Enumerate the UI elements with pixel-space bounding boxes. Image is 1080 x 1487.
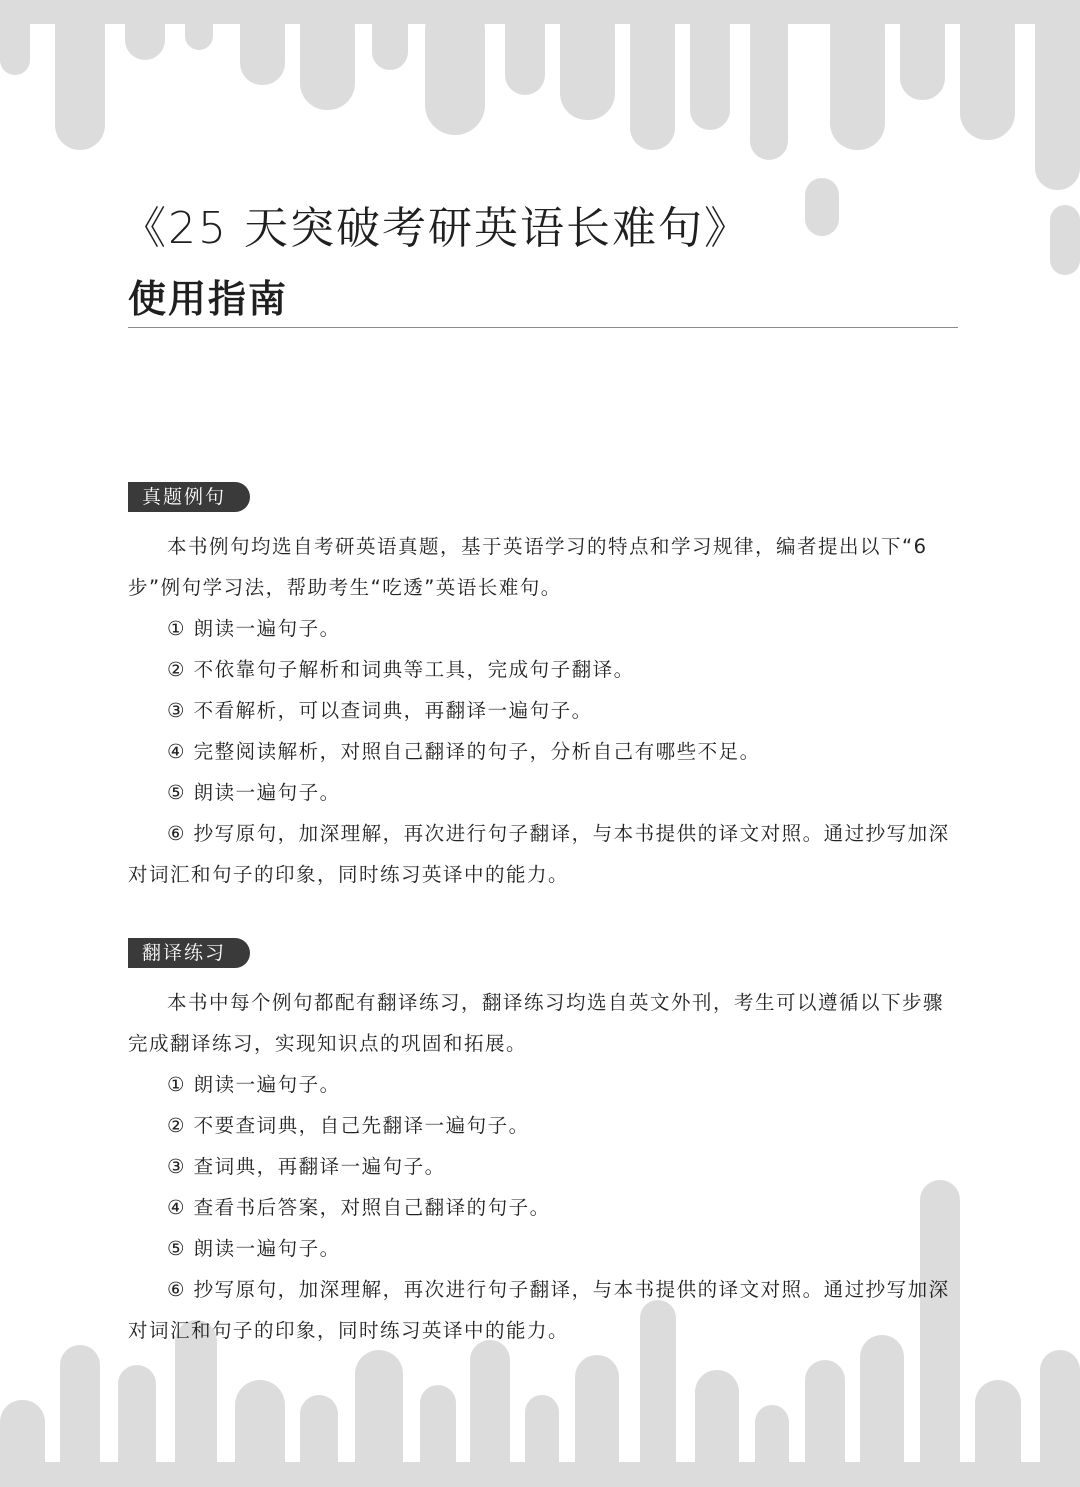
header-divider [128, 327, 958, 328]
section-translation-practice [128, 938, 958, 1351]
page-subtitle: 使用指南 [128, 277, 289, 321]
step-item: ③ 不看解析，可以查词典，再翻译一遍句子。 [167, 699, 593, 722]
step-item: ④ 完整阅读解析，对照自己翻译的句子，分析自己有哪些不足。 [167, 740, 761, 763]
step-item: ① 朗读一遍句子。 [167, 1073, 341, 1096]
section-tag: 真题例句 [128, 482, 250, 512]
section-real-exam-examples [128, 482, 958, 895]
step-item: ⑥ 抄写原句，加深理解，再次进行句子翻译，与本书提供的译文对照。通过抄写加深对词汇和句子的印象，同时练习英译中的能力。 [128, 822, 950, 886]
step-item: ① 朗读一遍句子。 [167, 617, 341, 640]
step-item: ③ 查词典，再翻译一遍句子。 [167, 1155, 446, 1178]
step-item: ⑤ 朗读一遍句子。 [167, 1237, 341, 1260]
section-tag: 翻译练习 [128, 938, 250, 968]
step-item: ② 不要查词典，自己先翻译一遍句子。 [167, 1114, 530, 1137]
step-item: ④ 查看书后答案，对照自己翻译的句子。 [167, 1196, 551, 1219]
section-intro: 本书例句均选自考研英语真题，基于英语学习的特点和学习规律，编者提出以下“6 步”例句学习法，帮助考生“吃透”英语长难句。 [128, 535, 928, 599]
step-item: ⑥ 抄写原句，加深理解，再次进行句子翻译，与本书提供的译文对照。通过抄写加深对词汇和句子的印象，同时练习英译中的能力。 [128, 1278, 950, 1342]
step-item: ② 不依靠句子解析和词典等工具，完成句子翻译。 [167, 658, 635, 681]
step-item: ⑤ 朗读一遍句子。 [167, 781, 341, 804]
section-intro: 本书中每个例句都配有翻译练习，翻译练习均选自英文外刊，考生可以遵循以下步骤完成翻译练习，实现知识点的巩固和拓展。 [128, 991, 945, 1055]
book-title: 《25 天突破考研英语长难句》 [122, 203, 750, 254]
